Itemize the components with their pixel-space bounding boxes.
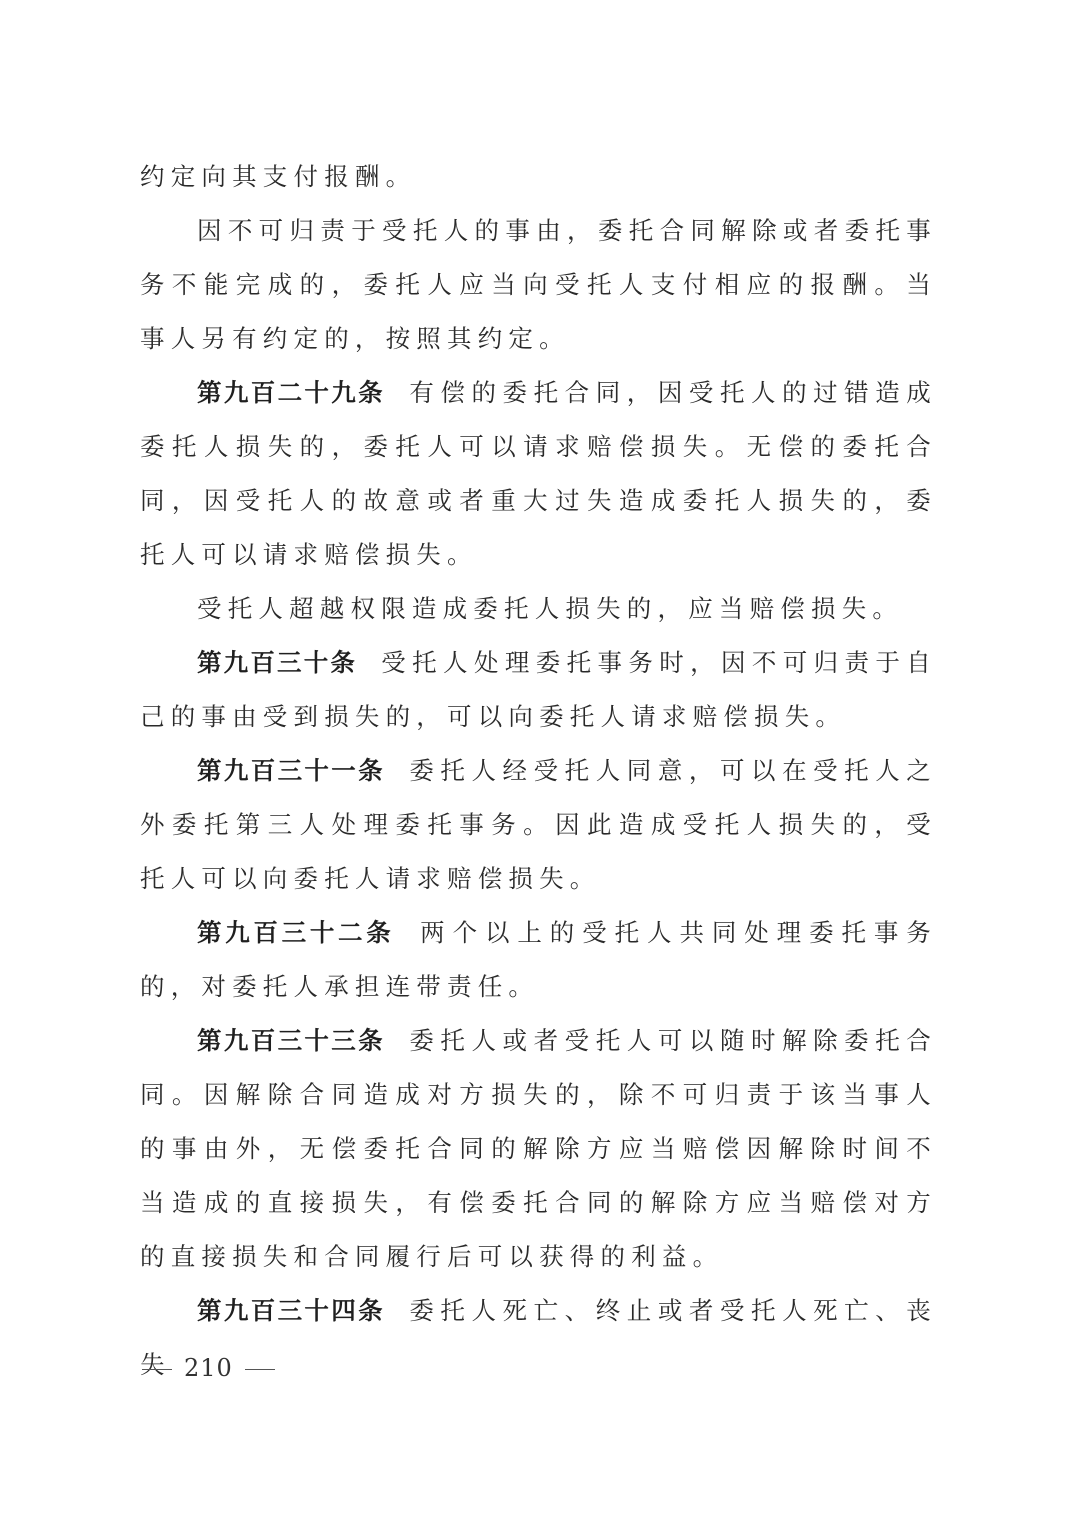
article-932 bbox=[140, 906, 937, 1014]
article-text: 委托人死亡、终止或者受托人死亡、丧失 bbox=[140, 1296, 938, 1379]
page-footer bbox=[130, 1350, 287, 1386]
article-number: 第九百三十条 bbox=[197, 648, 358, 677]
article-text: 两个以上的受托人共同处理委托事务的，对委托人承担连带责任。 bbox=[140, 918, 938, 1001]
paragraph-text: 因不可归责于受托人的事由，委托合同解除或者委托事务不能完成的，委托人应当向受托人支付相应的报酬。当事人另有约定的，按照其约定。 bbox=[140, 216, 937, 353]
dash-right bbox=[245, 1369, 275, 1370]
article-931 bbox=[140, 744, 937, 906]
article-933 bbox=[140, 1014, 937, 1284]
dash-left bbox=[142, 1369, 172, 1370]
article-text: 委托人经受托人同意，可以在受托人之外委托第三人处理委托事务。因此造成受托人损失的，受托人可以向委托人请求赔偿损失。 bbox=[140, 756, 938, 893]
body-text bbox=[140, 150, 937, 1392]
paragraph-1 bbox=[140, 150, 937, 204]
article-number: 第九百三十四条 bbox=[197, 1296, 386, 1325]
paragraph-4 bbox=[140, 582, 937, 636]
article-number: 第九百三十一条 bbox=[197, 756, 386, 785]
article-929 bbox=[140, 366, 937, 582]
paragraph-2 bbox=[140, 204, 937, 366]
article-text: 有偿的委托合同，因受托人的过错造成委托人损失的，委托人可以请求赔偿损失。无偿的委托合同，因受托人的故意或者重大过失造成委托人损失的，委托人可以请求赔偿损失。 bbox=[140, 378, 938, 569]
page-number: 210 bbox=[184, 1354, 233, 1382]
article-number: 第九百三十三条 bbox=[197, 1026, 386, 1055]
article-930 bbox=[140, 636, 937, 744]
article-text: 委托人或者受托人可以随时解除委托合同。因解除合同造成对方损失的，除不可归责于该当事人的事由外，无偿委托合同的解除方应当赔偿因解除时间不当造成的直接损失，有偿委托合同的解除方应当赔偿对方的直接损失和合同履行后可以获得的利益。 bbox=[140, 1026, 938, 1271]
paragraph-text: 约定向其支付报酬。 bbox=[140, 162, 417, 191]
paragraph-text: 受托人超越权限造成委托人损失的，应当赔偿损失。 bbox=[197, 594, 904, 623]
article-text: 受托人处理委托事务时，因不可归责于自己的事由受到损失的，可以向委托人请求赔偿损失。 bbox=[140, 648, 938, 731]
article-number: 第九百二十九条 bbox=[197, 378, 386, 407]
article-number: 第九百三十二条 bbox=[197, 918, 395, 947]
